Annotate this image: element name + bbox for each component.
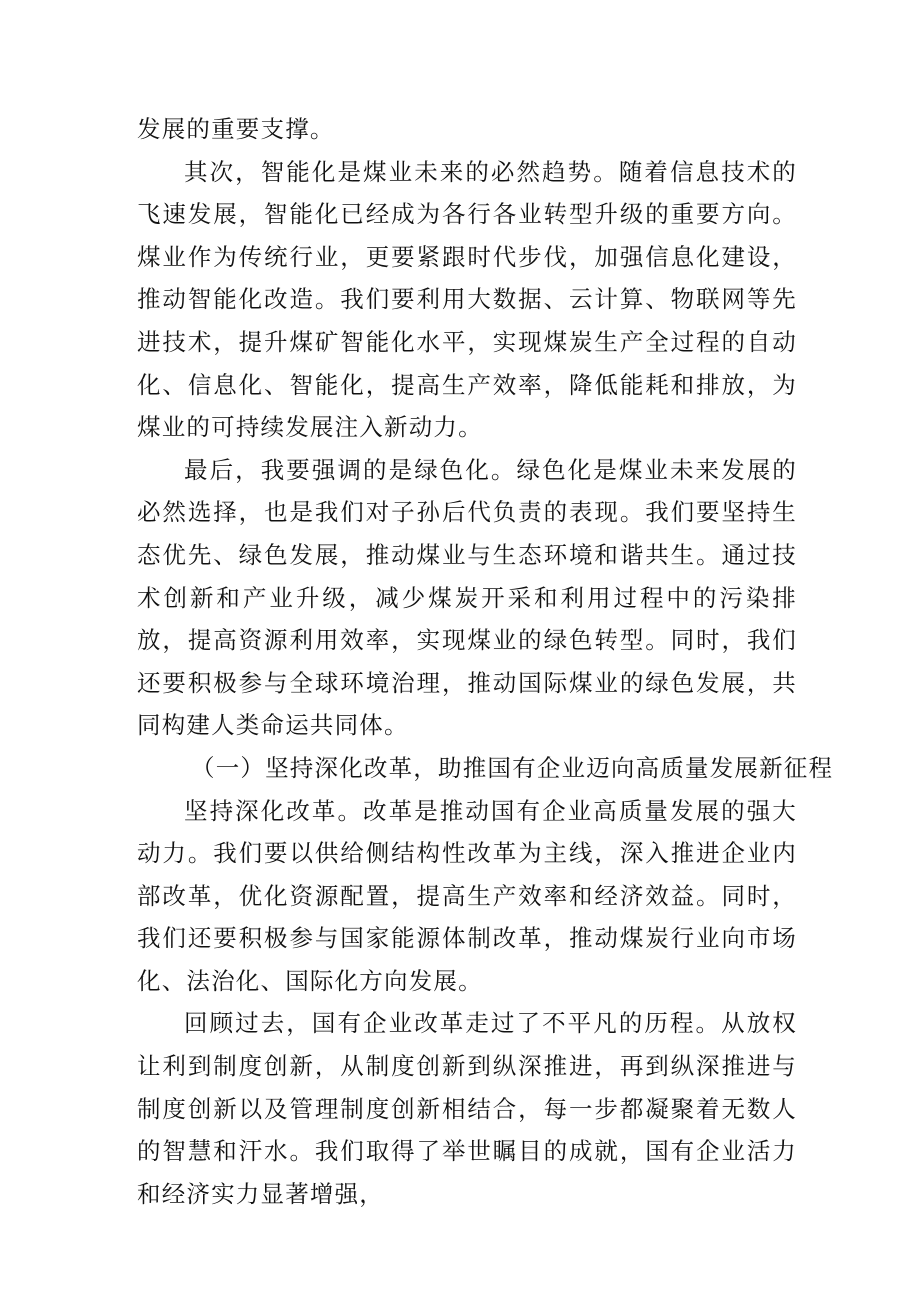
paragraph-intelligentization: 其次，智能化是煤业未来的必然趋势。随着信息技术的飞速发展，智能化已经成为各行各业转型升级的重要方向。煤业作为传统行业，更要紧跟时代步伐，加强信息化建设，推动智能化改造。我们要利用大数据、云计算、物联网等先进技术，提升煤矿智能化水平，实现煤炭生产全过程的自动化、信息化、智能化，提高生产效率，降低能耗和排放，为煤业的可持续发展注入新动力。 [137,157,797,442]
document-body [137,108,834,1215]
paragraph-review-history: 回顾过去，国有企业改革走过了不平凡的历程。从放权让利到制度创新，从制度创新到纵深推进，再到纵深推进与制度创新以及管理制度创新相结合，每一步都凝聚着无数人的智慧和汗水。我们取得了举世瞩目的成就，国有企业活力和经济实力显著增强， [137,1009,797,1208]
paragraph-green-development: 最后，我要强调的是绿色化。绿色化是煤业未来发展的必然选择，也是我们对子孙后代负责的表现。我们要坚持生态优先、绿色发展，推动煤业与生态环境和谐共生。通过技术创新和产业升级，减少煤炭开采和利用过程中的污染排放，提高资源利用效率，实现煤业的绿色转型。同时，我们还要积极参与全球环境治理，推动国际煤业的绿色发展，共同构建人类命运共同体。 [137,455,797,740]
paragraph-continuation: 发展的重要支撑。 [137,115,335,143]
paragraph-deepen-reform: 坚持深化改革。改革是推动国有企业高质量发展的强大动力。我们要以供给侧结构性改革为主线，深入推进企业内部改革，优化资源配置，提高生产效率和经济效益。同时，我们还要积极参与国家能源体制改革，推动煤炭行业向市场化、法治化、国际化方向发展。 [137,796,797,995]
section-heading: （一）坚持深化改革，助推国有企业迈向高质量发展新征程 [191,753,834,782]
